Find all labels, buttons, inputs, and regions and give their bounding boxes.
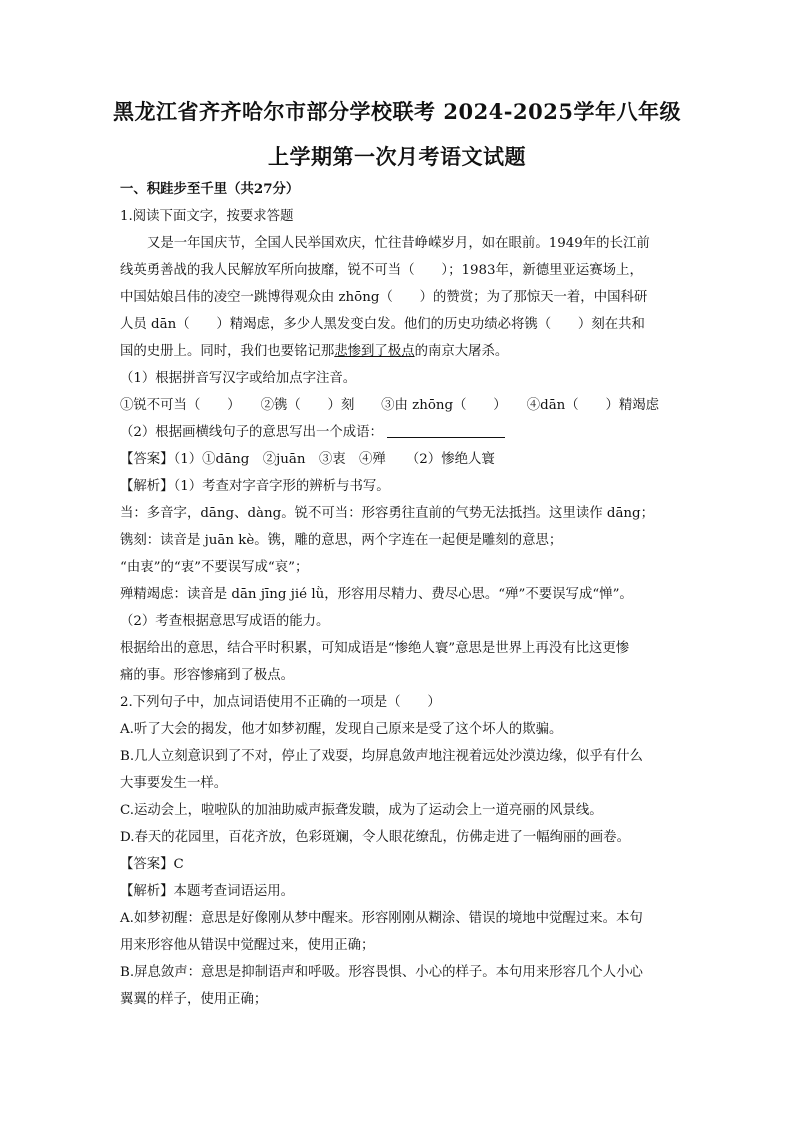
passage-line-last [120, 338, 680, 365]
analysis-line: 痛的事。形容惨痛到了极点。 [120, 668, 295, 683]
sub-question-2 [120, 419, 680, 446]
sub-question-1-options: ①锐不可当（ ） ②镌（ ）刻 ③由 zhōng（ ） ④dān（ ）精竭虑 [120, 398, 660, 413]
document-title-line1: 黑龙江省齐齐哈尔市部分学校联考 2024-2025学年八年级 [113, 99, 681, 124]
sub-question-2-text: （2）根据画横线句子的意思写出一个成语： [120, 425, 383, 440]
document-title-line2: 上学期第一次月考语文试题 [268, 144, 526, 169]
underlined-phrase: 悲惨到了极点 [334, 344, 415, 359]
analysis-line: 镌刻：读音是 juān kè。镌，雕的意思，两个字连在一起便是雕刻的意思； [120, 533, 563, 548]
answer-blank[interactable] [387, 423, 505, 438]
option-line: D.春天的花园里，百花齐放，色彩斑斓，令人眼花缭乱，仿佛走进了一幅绚丽的画卷。 [120, 830, 630, 845]
option-line: A.听了大会的揭发，他才如梦初醒，发现自己原来是受了这个坏人的欺骗。 [120, 722, 563, 737]
passage-text: 国的史册上。同时，我们也要铭记那 [120, 344, 335, 359]
option-line: B.几人立刻意识到了不对，停止了戏耍，均屏息敛声地注视着远处沙漠边缘，似乎有什么 [120, 749, 643, 764]
section-heading: 一、积跬步至千里（共27分） [120, 181, 300, 197]
passage-line: 又是一年国庆节，全国人民举国欢庆，忙往昔峥嵘岁月，如在眼前。1949年的长江前 [147, 236, 650, 251]
option-line: 大事要发生一样。 [120, 776, 228, 791]
passage-text: 的南京大屠杀。 [414, 344, 509, 359]
passage-line: 线英勇善战的我人民解放军所向披靡，锐不可当（ ）；1983年，新德里亚运赛场上， [120, 263, 643, 278]
analysis-line: （2）考查根据意思写成语的能力。 [120, 614, 330, 629]
question-2-stem: 2.下列句子中，加点词语使用不正确的一项是（ ） [120, 695, 441, 710]
analysis-line: A.如梦初醒：意思是好像刚从梦中醒来。形容刚刚从糊涂、错误的境地中觉醒过来。本句 [120, 911, 643, 926]
question-1-answer: 【答案】（1）①dāng ②juān ③衷 ④殚 （2）惨绝人寰 [120, 452, 495, 467]
analysis-line: 翼翼的样子，使用正确； [120, 992, 268, 1007]
question-1-stem: 1.阅读下面文字，按要求答题 [120, 209, 294, 224]
analysis-line: B.屏息敛声：意思是抑制语声和呼吸。形容畏惧、小心的样子。本句用来形容几个人小心 [120, 965, 643, 980]
analysis-line: 当：多音字，dāng、dàng。锐不可当：形容勇往直前的气势无法抵挡。这里读作 dāng； [120, 506, 655, 521]
question-2-answer: 【答案】C [120, 857, 184, 872]
analysis-line: “由衷”的“衷”不要误写成“哀”； [120, 560, 309, 575]
analysis-line: 用来形容他从错误中觉醒过来，使用正确； [120, 938, 375, 953]
analysis-line: 根据给出的意思，结合平时积累，可知成语是“惨绝人寰”意思是世界上再没有比这更惨 [120, 641, 630, 656]
document-body [120, 176, 680, 1013]
analysis-line: 【解析】（1）考查对字音字形的辨析与书写。 [120, 479, 390, 494]
passage-line: 中国姑娘吕伟的凌空一跳博得观众由 zhōng（ ）的赞赏；为了那惊天一着，中国科研 [120, 290, 648, 305]
passage-line: 人员 dān（ ）精竭虑，多少人黑发变白发。他们的历史功绩必将镌（ ）刻在共和 [120, 317, 645, 332]
analysis-line: 【解析】本题考查词语运用。 [120, 884, 295, 899]
sub-question-1: （1）根据拼音写汉字或给加点字注音。 [120, 371, 357, 386]
analysis-line: 殚精竭虑：读音是 dān jīng jié lǜ，形容用尽精力、费尽心思。“殚”不要误写成“惮”。 [120, 587, 633, 602]
option-line: C.运动会上，啦啦队的加油助威声振聋发聩，成为了运动会上一道亮丽的风景线。 [120, 803, 603, 818]
